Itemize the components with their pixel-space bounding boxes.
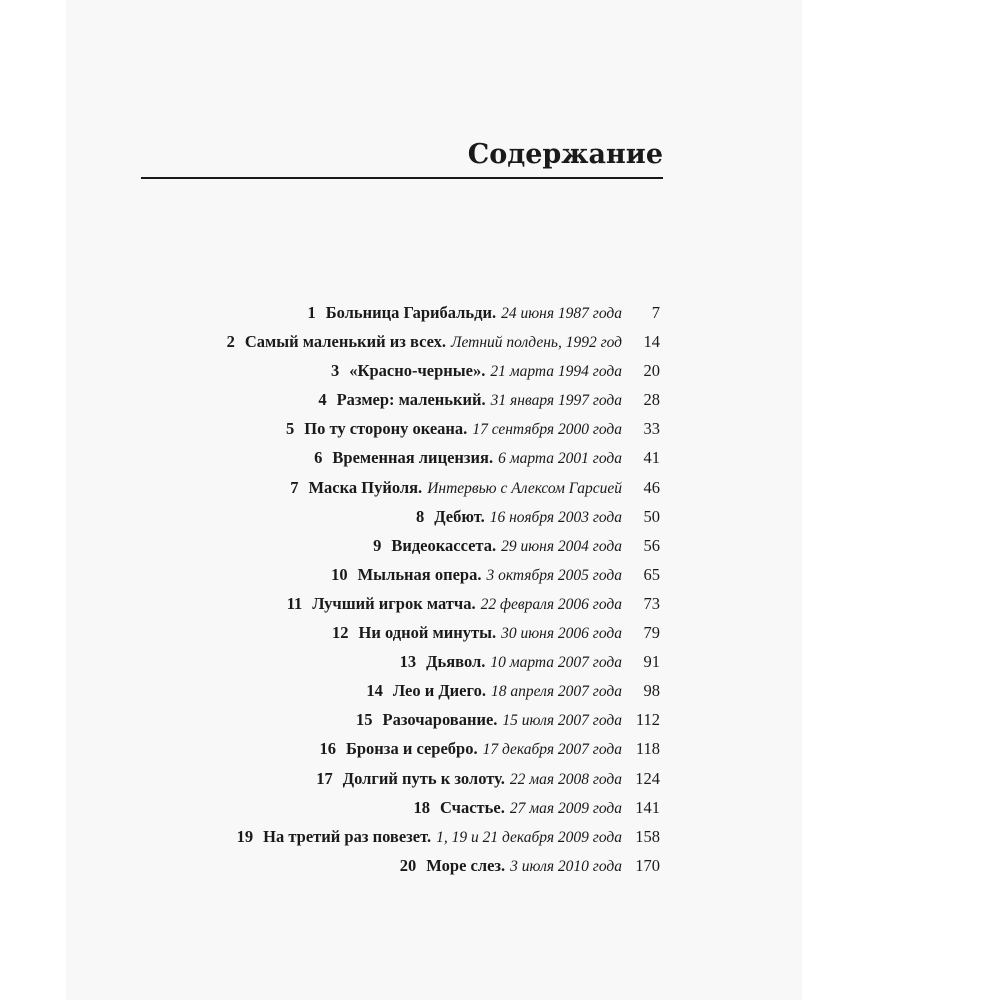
toc-entry-text — [227, 331, 622, 354]
chapter-subtitle: 18 апреля 2007 года — [490, 683, 622, 701]
toc-entry[interactable] — [66, 298, 802, 327]
toc-entry[interactable] — [66, 793, 802, 822]
chapter-number: 2 — [226, 332, 235, 352]
toc-entry-text — [286, 418, 622, 441]
toc-entry[interactable] — [66, 443, 802, 472]
chapter-title: Долгий путь к золоту. — [342, 768, 505, 788]
page-number: 98 — [643, 681, 660, 701]
chapter-title: Лео и Диего. — [392, 681, 486, 701]
chapter-subtitle: 21 марта 1994 года — [490, 363, 622, 381]
toc-entry-text — [331, 564, 622, 587]
chapter-number: 11 — [286, 593, 303, 613]
chapter-subtitle: 16 ноября 2003 года — [489, 508, 622, 526]
chapter-subtitle: 27 мая 2009 года — [509, 799, 622, 817]
chapter-title: Счастье. — [439, 797, 505, 817]
toc-entry-text — [400, 651, 622, 674]
chapter-title: На третий раз повезет. — [263, 826, 432, 846]
chapter-subtitle: 15 июля 2007 года — [502, 712, 622, 730]
toc-entry[interactable] — [66, 414, 802, 443]
chapter-title: Дебют. — [434, 506, 485, 526]
chapter-number: 10 — [331, 564, 348, 584]
chapter-title: Дьявол. — [426, 652, 486, 672]
chapter-subtitle: 22 февраля 2006 года — [480, 595, 622, 613]
chapter-title: Море слез. — [426, 855, 506, 875]
page-number: 112 — [635, 710, 660, 730]
chapter-subtitle: 6 марта 2001 года — [498, 450, 622, 468]
toc-entry-text — [366, 680, 622, 703]
toc-entry[interactable] — [66, 473, 802, 502]
toc-entry-text — [416, 506, 622, 529]
toc-entry[interactable] — [66, 734, 802, 763]
chapter-number: 19 — [236, 826, 254, 846]
page-number: 73 — [643, 593, 660, 613]
chapter-title: Разочарование. — [382, 710, 498, 730]
title-underline — [141, 177, 663, 179]
chapter-number: 3 — [331, 361, 340, 381]
toc-entry[interactable] — [66, 705, 802, 734]
page-number: 79 — [643, 623, 660, 643]
toc-entry[interactable] — [66, 356, 802, 385]
chapter-title: Самый маленький из всех. — [244, 332, 446, 352]
chapter-number: 12 — [332, 623, 349, 643]
chapter-subtitle: 22 мая 2008 года — [509, 770, 622, 788]
toc-entry-text — [307, 302, 622, 325]
chapter-number: 14 — [366, 681, 383, 701]
chapter-title: По ту сторону океана. — [304, 419, 468, 439]
page-number: 14 — [643, 332, 660, 352]
chapter-number: 6 — [314, 448, 323, 468]
page-number: 91 — [643, 652, 660, 672]
toc-entry-text — [287, 593, 622, 616]
chapter-title: Временная лицензия. — [332, 448, 494, 468]
chapter-number: 13 — [399, 652, 417, 672]
chapter-subtitle: 17 сентября 2000 года — [472, 421, 622, 439]
toc-entry[interactable] — [66, 676, 802, 705]
page-number: 50 — [643, 506, 660, 526]
chapter-title: Бронза и серебро. — [345, 739, 478, 759]
chapter-subtitle: 3 июля 2010 года — [510, 857, 622, 875]
chapter-title: Видеокассета. — [391, 535, 497, 555]
chapter-number: 1 — [307, 303, 316, 322]
chapter-number: 5 — [286, 419, 295, 439]
chapter-title: Ни одной минуты. — [358, 623, 497, 643]
toc-entry-text — [413, 797, 622, 820]
chapter-number: 20 — [399, 855, 417, 875]
chapter-subtitle: 31 января 1997 года — [490, 392, 622, 410]
chapter-subtitle: 3 октября 2005 года — [486, 566, 622, 584]
chapter-number: 7 — [290, 477, 299, 497]
page-number: 28 — [643, 390, 660, 410]
toc-entry-text — [316, 768, 622, 791]
chapter-title: Маска Пуйоля. — [308, 477, 423, 497]
chapter-title: Больница Гарибальди. — [325, 303, 497, 322]
toc-entry-text — [237, 826, 622, 849]
chapter-title: Мыльная опера. — [357, 564, 482, 584]
chapter-number: 9 — [373, 535, 382, 555]
toc-entry-text — [331, 360, 622, 383]
page-number: 20 — [643, 361, 660, 381]
page-number: 118 — [635, 739, 660, 759]
toc-entry[interactable] — [66, 647, 802, 676]
toc-entry[interactable] — [66, 385, 802, 414]
toc-entry-text — [332, 622, 622, 645]
toc-entry[interactable] — [66, 531, 802, 560]
page-number: 65 — [643, 564, 660, 584]
page-number: 56 — [643, 535, 660, 555]
chapter-subtitle: 24 июня 1987 года — [501, 305, 622, 322]
toc-entry[interactable] — [66, 327, 802, 356]
page-number: 141 — [635, 797, 660, 817]
toc-entry-text — [318, 389, 622, 412]
chapter-number: 16 — [319, 739, 336, 759]
toc-entry[interactable] — [66, 589, 802, 618]
toc-entry-text — [314, 447, 622, 470]
toc-entry[interactable] — [66, 502, 802, 531]
toc-entry-text — [290, 477, 622, 500]
toc-entry[interactable] — [66, 851, 802, 880]
chapter-title: Размер: маленький. — [336, 390, 486, 410]
toc-entry-text — [373, 535, 622, 558]
page-title: Содержание — [467, 139, 663, 170]
chapter-number: 8 — [415, 506, 425, 526]
toc-entry[interactable] — [66, 560, 802, 589]
chapter-subtitle: Летний полдень, 1992 год — [450, 334, 622, 352]
page-number: 124 — [635, 768, 660, 788]
chapter-subtitle: 10 марта 2007 года — [490, 654, 622, 672]
toc-entry-text — [319, 738, 622, 761]
chapter-subtitle: Интервью с Алексом Гарсией — [427, 479, 622, 497]
toc-entry-text — [400, 855, 622, 878]
chapter-number: 4 — [318, 390, 327, 410]
toc-entry[interactable] — [66, 618, 802, 647]
page-number: 158 — [635, 826, 660, 846]
chapter-number: 18 — [413, 797, 430, 817]
page-number: 46 — [643, 477, 660, 497]
page-number: 33 — [643, 419, 660, 439]
chapter-number: 15 — [356, 710, 373, 730]
chapter-subtitle: 17 декабря 2007 года — [482, 741, 622, 759]
page-number: 170 — [635, 855, 660, 875]
chapter-number: 17 — [316, 768, 333, 788]
chapter-subtitle: 1, 19 и 21 декабря 2009 года — [436, 828, 622, 846]
chapter-title: Лучший игрок матча. — [312, 593, 476, 613]
chapter-subtitle: 30 июня 2006 года — [501, 625, 622, 643]
toc-entry[interactable] — [66, 764, 802, 793]
table-of-contents — [66, 298, 802, 880]
toc-entry-text — [356, 709, 622, 732]
book-page — [66, 0, 802, 1000]
page-number: 7 — [651, 303, 660, 322]
page-number: 41 — [643, 448, 660, 468]
chapter-title: «Красно-черные». — [349, 361, 486, 381]
chapter-subtitle: 29 июня 2004 года — [501, 537, 622, 555]
toc-entry[interactable] — [66, 822, 802, 851]
